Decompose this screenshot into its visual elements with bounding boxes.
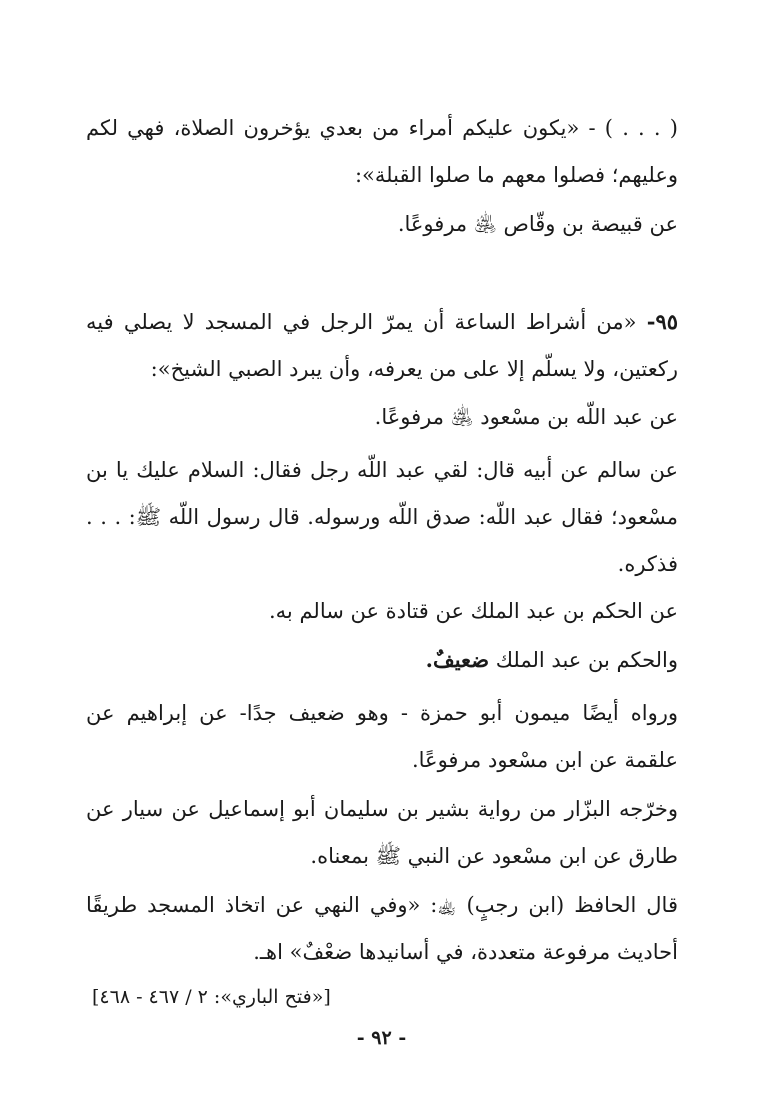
paragraph-hakam-grade (86, 636, 678, 684)
paragraph-maymun: ورواه أيضًا ميمون أبو حمزة - وهو ضعيف جدًا- عن إبراهيم عن علقمة عن ابن مسْعود مرفوعًا. (86, 701, 678, 772)
hadith-prev-source: عن قبيصة بن وقّاص ﵁ مرفوعًا. (397, 212, 678, 236)
hadith-95-text: «من أشراط الساعة أن يمرّ الرجل في المسجد لا يصلي فيه ركعتين، ولا يسلّم إلا على من يعرفه، وأن يبرد الصبي الشيخ»: (86, 310, 678, 381)
grade-weak: ضعيفٌ. (425, 647, 490, 672)
hadith-number: ٩٥- (646, 309, 678, 334)
paragraph-salim: عن سالم عن أبيه قال: لقي عبد اللّه رجل فقال: السلام عليك يا بن مسْعود؛ فقال عبد اللّه: صدق اللّه ورسوله. قال رسول اللّه ﷺ: . . . فذكره. (86, 458, 678, 576)
hadith-95-source: عن عبد اللّه بن مسْعود ﵁ مرفوعًا. (374, 405, 678, 429)
hadith-95 (86, 298, 678, 393)
page-number: - ٩٢ - (356, 1027, 407, 1049)
paragraph-bazzar: وخرّجه البزّار من رواية بشير بن سليمان أبو إسماعيل عن سيار عن طارق عن ابن مسْعود عن النبي ﷺ بمعناه. (86, 797, 678, 868)
hadith-prev-text: ( . . . ) - «يكون عليكم أمراء من بعدي يؤخرون الصلاة، فهي لكم وعليهم؛ فصلوا معهم ما صلوا القبلة»: (86, 116, 678, 187)
hakam-name: والحكم بن عبد الملك (495, 648, 678, 672)
paragraph-hakam-chain: عن الحكم بن عبد الملك عن قتادة عن سالم به. (268, 599, 678, 623)
reference-citation: [«فتح الباري»: ٢ / ٤٦٧ - ٤٦٨] (92, 986, 331, 1008)
paragraph-ibn-rajab: قال الحافظ (ابن رجبٍ) ﵀: «وفي النهي عن اتخاذ المسجد طريقًا أحاديث مرفوعة متعددة، في أسانيدها ضعْفٌ» اهـ. (86, 893, 678, 964)
